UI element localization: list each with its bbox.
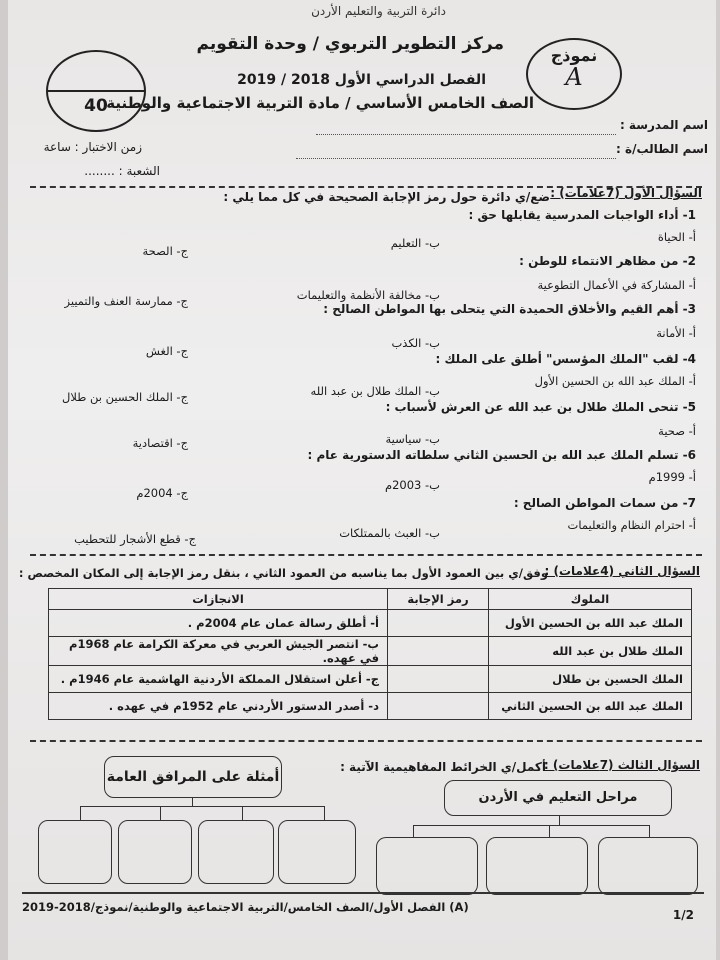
q1-item-5-opt-b[interactable]: ب- سياسية (385, 432, 440, 446)
achievement-cell: ج- أعلن استقلال المملكة الأردنية الهاشمية عام 1946م . (49, 666, 388, 693)
q1-item-1-opt-c[interactable]: ج- الصحة (142, 244, 188, 258)
matching-table (48, 588, 692, 720)
q1-item-4: 4- لقب "الملك المؤسس" أطلق على الملك : (435, 352, 696, 366)
q1-item-7-opt-c[interactable]: ج- قطع الأشجار للتحطيب (74, 532, 196, 546)
total-score: 40 (84, 96, 108, 116)
page-number: 1/2 (672, 908, 694, 922)
answer-code-cell[interactable] (388, 666, 489, 693)
model-badge (526, 38, 622, 110)
time-label: زمن الاختبار : ساعة (43, 140, 142, 154)
q1-item-3-opt-c[interactable]: ج- الغش (145, 344, 188, 358)
col-kings: الملوك (489, 589, 692, 610)
q3-instruction: أكمل/ي الخرائط المفاهيمية الآتية : (340, 760, 546, 774)
map-education-leg (649, 825, 650, 837)
map-education-bar (414, 825, 650, 826)
q1-item-6: 6- تسلم الملك عبد الله بن الحسين الثاني سلطاته الدستورية عام : (307, 448, 696, 462)
q1-item-4-opt-a[interactable]: أ- الملك عبد الله بن الحسين الأول (534, 374, 696, 388)
king-cell: الملك الحسين بن طلال (489, 666, 692, 693)
king-cell: الملك عبد الله بن الحسين الثاني (489, 693, 692, 720)
map-facilities-stem (192, 797, 193, 806)
king-cell: الملك طلال بن عبد الله (489, 637, 692, 666)
school-field[interactable] (316, 134, 616, 135)
ministry-line: دائرة التربية والتعليم الأردن (311, 4, 446, 18)
answer-code-cell[interactable] (388, 610, 489, 637)
map-education-leg (413, 825, 414, 837)
student-field[interactable] (296, 158, 616, 159)
footer-text: 2019-2018/الفصل الأول/الصف الخامس/التربية الاجتماعية والوطنية/نموذج (A) (22, 900, 469, 914)
student-label: اسم الطالب/ة : (616, 142, 708, 156)
table-header (49, 589, 692, 610)
answer-code-cell[interactable] (388, 637, 489, 666)
q1-item-4-opt-c[interactable]: ج- الملك الحسين بن طلال (62, 390, 188, 404)
q1-item-5-opt-c[interactable]: ج- اقتصادية (132, 436, 188, 450)
q1-divider (30, 554, 702, 556)
map-facilities-title: أمثلة على المرافق العامة (104, 756, 282, 798)
q1-item-2-opt-c[interactable]: ج- ممارسة العنف والتمييز (64, 294, 188, 308)
footer-divider (22, 892, 704, 894)
king-cell: الملك عبد الله بن الحسين الأول (489, 610, 692, 637)
semester-line: الفصل الدراسي الأول 2018 / 2019 (237, 72, 486, 88)
map-education-answer-box[interactable] (598, 837, 698, 895)
map-education-leg (549, 825, 550, 837)
q1-item-3: 3- أهم القيم والأخلاق الحميدة التي يتحلى بها المواطن الصالح : (323, 302, 696, 316)
model-word: نموذج (550, 46, 598, 65)
q2-divider (30, 740, 702, 742)
center-title: مركز التطوير التربوي / وحدة التقويم (196, 34, 504, 54)
grade-circle (46, 50, 146, 132)
q1-item-6-opt-c[interactable]: ج- 2004م (136, 486, 188, 500)
q2-title: السؤال الثاني (4علامات) : (544, 564, 700, 578)
q1-item-2: 2- من مظاهر الانتماء للوطن : (519, 254, 696, 268)
q1-item-5: 5- تنحى الملك طلال بن عبد الله عن العرش لأسباب : (385, 400, 696, 414)
q1-item-1-opt-b[interactable]: ب- التعليم (390, 236, 440, 250)
map-education-answer-box[interactable] (376, 837, 478, 895)
model-letter: A (565, 63, 583, 91)
map-education-stem (559, 815, 560, 825)
map-facilities-leg (80, 806, 81, 820)
table-row (49, 637, 692, 666)
map-education-title: مراحل التعليم في الأردن (444, 780, 672, 816)
q3-title: السؤال الثالث (7علامات) : (543, 758, 700, 772)
grade-divider (48, 90, 144, 92)
q1-item-6-opt-a[interactable]: أ- 1999م (648, 470, 696, 484)
q1-item-6-opt-b[interactable]: ب- 2003م (384, 478, 440, 492)
table-row (49, 666, 692, 693)
q1-title: السؤال الأول (7علامات) : (550, 186, 702, 200)
q1-item-5-opt-a[interactable]: أ- صحية (658, 424, 696, 438)
map-facilities-answer-box[interactable] (198, 820, 274, 884)
q1-item-2-opt-b[interactable]: ب- مخالفة الأنظمة والتعليمات (296, 288, 440, 302)
q1-item-7-opt-b[interactable]: ب- العبث بالممتلكات (339, 526, 440, 540)
exam-paper (8, 0, 716, 960)
map-facilities-leg (242, 806, 243, 820)
q1-item-7: 7- من سمات المواطن الصالح : (513, 496, 696, 510)
q2-instruction: وفق/ي بين العمود الأول بما يناسبه من العمود الثاني ، بنقل رمز الإجابة إلى المكان المخصص : (18, 566, 548, 580)
achievement-cell: أ- أطلق رسالة عمان عام 2004م . (49, 610, 388, 637)
table-row (49, 610, 692, 637)
achievement-cell: ب- انتصر الجيش العربي في معركة الكرامة عام 1968م في عهده. (49, 637, 388, 666)
q1-item-7-opt-a[interactable]: أ- احترام النظام والتعليمات (567, 518, 696, 532)
map-facilities-bar (80, 806, 324, 807)
achievement-cell: د- أصدر الدستور الأردني عام 1952م في عهده . (49, 693, 388, 720)
col-code: رمز الإجابة (388, 589, 489, 610)
q1-item-3-opt-b[interactable]: ب- الكذب (391, 336, 440, 350)
q1-item-1: 1- أداء الواجبات المدرسية يقابلها حق : (468, 208, 696, 222)
subject-line: الصف الخامس الأساسي / مادة التربية الاجتماعية والوطنية (106, 94, 534, 112)
map-facilities-answer-box[interactable] (118, 820, 192, 884)
answer-code-cell[interactable] (388, 693, 489, 720)
map-education-answer-box[interactable] (486, 837, 588, 895)
map-facilities-answer-box[interactable] (278, 820, 356, 884)
q1-item-1-opt-a[interactable]: أ- الحياة (657, 230, 696, 244)
map-facilities-leg (324, 806, 325, 820)
map-facilities-leg (160, 806, 161, 820)
q1-item-2-opt-a[interactable]: أ- المشاركة في الأعمال التطوعية (537, 278, 696, 292)
q1-instruction: ضع/ي دائرة حول رمز الإجابة الصحيحة في كل مما يلي : (223, 190, 550, 204)
q1-item-4-opt-b[interactable]: ب- الملك طلال بن عبد الله (310, 384, 440, 398)
q1-item-3-opt-a[interactable]: أ- الأمانة (656, 326, 696, 340)
map-facilities-answer-box[interactable] (38, 820, 112, 884)
school-label: اسم المدرسة : (619, 118, 708, 132)
table-row (49, 693, 692, 720)
section-label: الشعبة : ........ (84, 164, 160, 178)
col-achievements: الانجازات (49, 589, 388, 610)
